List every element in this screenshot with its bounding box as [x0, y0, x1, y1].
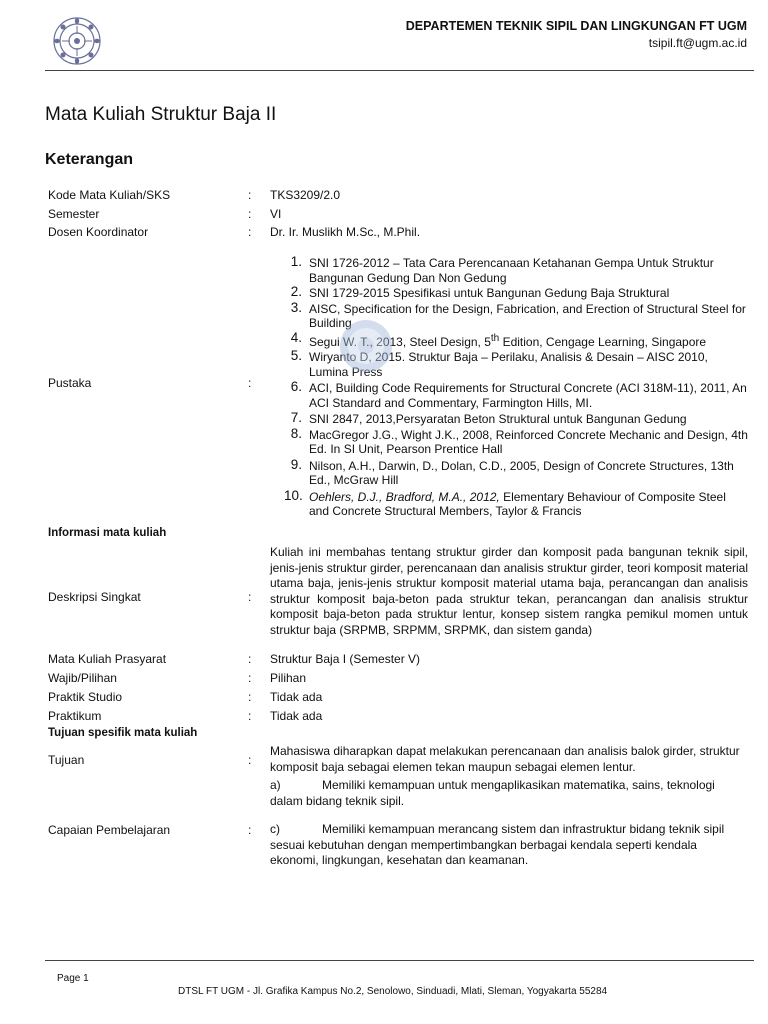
praktikum-label: Praktikum [48, 709, 102, 723]
dosen-colon: : [248, 225, 252, 239]
wajib-label: Wajib/Pilihan [48, 671, 117, 685]
page-title: Mata Kuliah Struktur Baja II [45, 104, 277, 125]
ugm-watermark-icon [338, 318, 394, 374]
prasyarat-label: Mata Kuliah Prasyarat [48, 652, 167, 666]
footer-divider [45, 960, 754, 961]
reference-text: SNI 1729-2015 Spesifikasi untuk Bangunan Gedung Baja Struktural [309, 286, 670, 300]
reference-superscript: th [490, 332, 500, 344]
page-number: Page 1 [57, 973, 89, 984]
prasyarat-value: Struktur Baja I (Semester V) [270, 652, 421, 666]
reference-text: MacGregor J.G., Wight J.K., 2008, Reinforced Concrete Mechanic and Design, 4th Ed. In SI Unit, Pearson Prentice Hall [309, 427, 748, 456]
reference-item [284, 256, 748, 285]
reference-number: 3. [290, 299, 302, 315]
wajib-value: Pilihan [270, 671, 307, 685]
deskripsi-colon: : [248, 590, 252, 604]
reference-number: 4. [290, 329, 302, 345]
reference-item [284, 412, 748, 427]
reference-text: ACI, Building Code Requirements for Structural Concrete (ACI 318M-11), 2011, An ACI Standard and Commentary, Farmington Hills, MI. [309, 381, 747, 410]
footer-address: DTSL FT UGM - Jl. Grafika Kampus No.2, Senolowo, Sinduadi, Mlati, Sleman, Yogyakarta 55284 [178, 986, 608, 997]
reference-text: SNI 2847, 2013,Persyaratan Beton Struktural untuk Bangunan Gedung [309, 412, 687, 426]
capaian-item-a-tag: a) [270, 778, 281, 792]
reference-text: Segui W. T., 2013, Steel Design, 5 [309, 334, 491, 349]
kode-colon: : [248, 188, 252, 202]
studio-colon: : [248, 690, 252, 704]
reference-number: 7. [290, 410, 302, 425]
pustaka-label: Pustaka [48, 376, 92, 390]
reference-number: 1. [290, 254, 302, 269]
department-name: DEPARTEMEN TEKNIK SIPIL DAN LINGKUNGAN FT UGM [405, 19, 747, 33]
praktikum-value: Tidak ada [270, 709, 323, 723]
reference-number: 5. [290, 348, 302, 363]
studio-value: Tidak ada [270, 690, 323, 704]
capaian-label: Capaian Pembelajaran [48, 823, 171, 837]
reference-text: AISC, Specification for the Design, Fabrication, and Erection of Structural Steel for Building [309, 301, 746, 330]
capaian-colon: : [248, 823, 252, 837]
reference-item [284, 425, 748, 457]
reference-text: Wiryanto D, 2015. Struktur Baja – Perilaku, Analisis & Desain – AISC 2010, Lumina Press [309, 350, 708, 379]
reference-number: 8. [290, 425, 302, 441]
reference-text-cont: Edition, Cengage Learning, Singapore [499, 334, 707, 349]
capaian-item-a [270, 778, 748, 809]
tujuan-label: Tujuan [48, 753, 85, 767]
deskripsi-text: Kuliah ini membahas tentang struktur girder dan komposit pada bangunan teknik sipil, jenis-jenis struktur girder, perencanaan dan analisis struktur girder, teori komposit material utama baja, jenis-jenis struktur komposit material utama baja, perancangan dan analisis struktur komposit baja-beton pada struktur tekan, perancangan dan analisis struktur komposit baja-beton pada struktur lentur, konsep sistem rangka pemikul momen untuk struktur baja (SRPMB, SRPMM, SRPMK, dan sistem ganda) [270, 545, 748, 637]
ugm-logo [52, 16, 102, 66]
reference-item [284, 456, 748, 488]
reference-number: 2. [290, 284, 302, 299]
semester-value: VI [270, 207, 282, 221]
studio-label: Praktik Studio [48, 690, 123, 704]
reference-number: 9. [290, 456, 302, 472]
deskripsi-label: Deskripsi Singkat [48, 590, 141, 604]
capaian-item-c [270, 822, 748, 869]
header-divider [45, 70, 754, 71]
info-heading: Informasi mata kuliah [48, 527, 167, 539]
semester-label: Semester [48, 207, 100, 221]
tujuan-colon: : [248, 753, 252, 767]
wajib-colon: : [248, 671, 252, 685]
semester-colon: : [248, 207, 252, 221]
reference-text: SNI 1726-2012 – Tata Cara Perencanaan Ketahanan Gempa Untuk Struktur Bangunan Gedung Dan Non Gedung [309, 256, 714, 285]
reference-number: 6. [290, 379, 302, 394]
reference-text: Nilson, A.H., Darwin, D., Dolan, C.D., 2005, Design of Concrete Structures, 13th Ed., McGraw Hill [309, 458, 734, 487]
capaian-item-a-text: Memiliki kemampuan untuk mengaplikasikan matematika, sains, teknologi dalam bidang teknik sipil. [270, 778, 715, 808]
reference-item [284, 381, 748, 410]
pustaka-colon: : [248, 376, 252, 390]
department-email: tsipil.ft@ugm.ac.id [648, 36, 747, 50]
dosen-label: Dosen Koordinator [48, 225, 149, 239]
section-title: Keterangan [45, 151, 134, 168]
tujuan-heading: Tujuan spesifik mata kuliah [48, 727, 198, 739]
kode-label: Kode Mata Kuliah/SKS [48, 188, 171, 202]
reference-number: 10. [284, 487, 303, 503]
kode-value: TKS3209/2.0 [270, 188, 341, 202]
reference-item [284, 487, 748, 519]
reference-text: Elementary Behaviour of Composite Steel and Concrete Structural Members, Taylor & Francis [309, 489, 726, 518]
capaian-item-c-tag: c) [270, 822, 280, 836]
reference-item [284, 286, 748, 301]
prasyarat-colon: : [248, 652, 252, 666]
reference-list [284, 256, 748, 521]
tujuan-text: Mahasiswa diharapkan dapat melakukan perencanaan dan analisis balok girder, struktur komposit baja sebagai elemen tekan maupun sebagai elemen lentur. [270, 744, 740, 774]
praktikum-colon: : [248, 709, 252, 723]
reference-authors: Oehlers, D.J., Bradford, M.A., 2012, [309, 489, 500, 504]
dosen-value: Dr. Ir. Muslikh M.Sc., M.Phil. [270, 225, 421, 239]
capaian-item-c-text: Memiliki kemampuan merancang sistem dan infrastruktur bidang teknik sipil sesuai kebutuhan dengan mempertimbangkan berbagai kendala seperti kendala ekonomi, lingkungan, kesehatan dan keamanan. [270, 822, 725, 867]
